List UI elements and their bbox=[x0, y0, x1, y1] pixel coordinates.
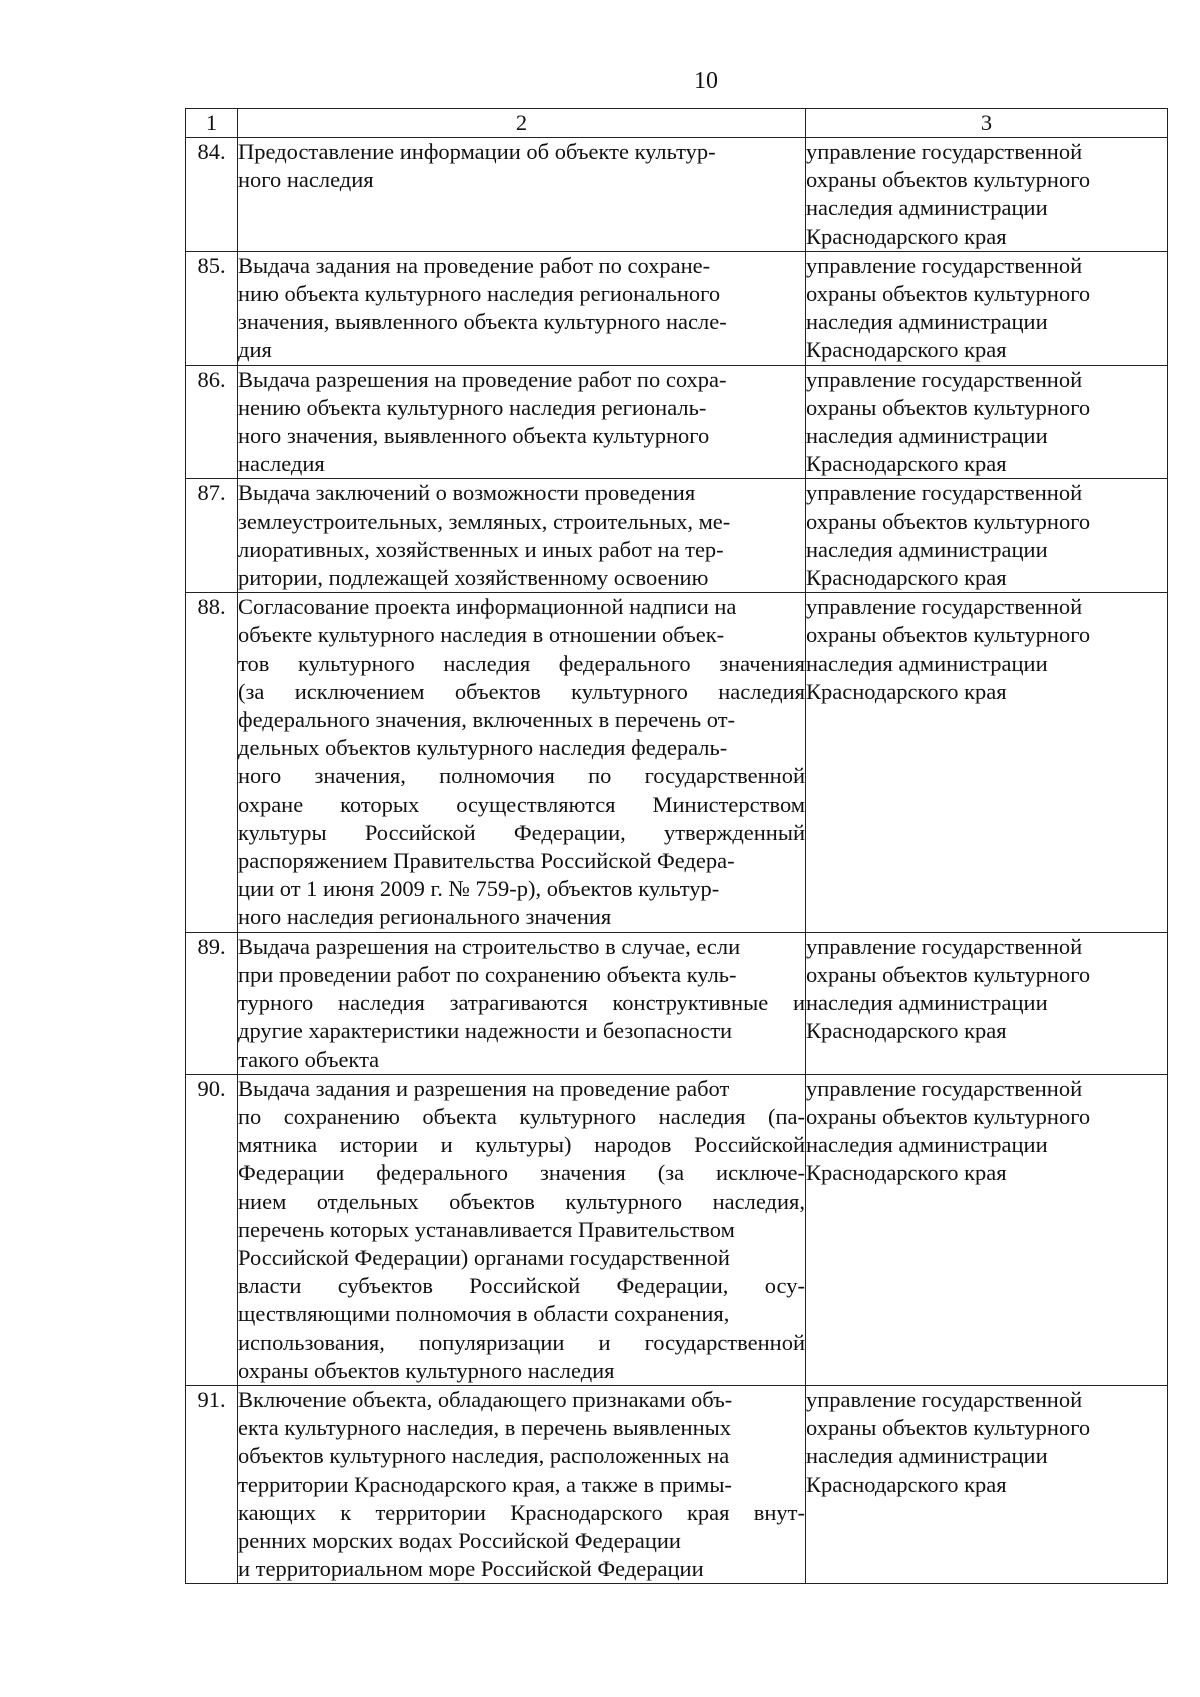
page-number: 10 bbox=[694, 68, 718, 94]
service-line: ного наследия регионального значения bbox=[238, 904, 612, 930]
table-row bbox=[186, 932, 1168, 1074]
service-line: охране которых осуществляются Министерством bbox=[238, 791, 805, 817]
service-line: объектов культурного наследия, расположенных на bbox=[238, 1443, 730, 1469]
service-line: екта культурного наследия, в перечень выявленных bbox=[238, 1415, 732, 1441]
department-line: Краснодарского края bbox=[806, 337, 1007, 363]
service-line: кающих к территории Краснодарского края внут- bbox=[238, 1499, 805, 1525]
department-line: охраны объектов культурного bbox=[806, 622, 1091, 648]
row-number: 84. bbox=[186, 138, 238, 252]
service-line: нению объекта культурного наследия региональ- bbox=[238, 394, 707, 420]
department-line: Краснодарского края bbox=[806, 565, 1007, 591]
service-line: охраны объектов культурного наследия bbox=[238, 1357, 615, 1383]
table-row bbox=[186, 593, 1168, 932]
department-line: охраны объектов культурного bbox=[806, 961, 1091, 987]
service-line: Федерации федерального значения (за исключе- bbox=[238, 1160, 805, 1186]
service-line: распоряжением Правительства Российской Федера- bbox=[238, 848, 735, 874]
service-line: ритории, подлежащей хозяйственному освоению bbox=[238, 565, 709, 591]
row-number: 85. bbox=[186, 251, 238, 365]
service-line: использования, популяризации и государственной bbox=[238, 1329, 805, 1355]
service-line: по сохранению объекта культурного наследия (па- bbox=[238, 1103, 805, 1129]
table-row bbox=[186, 138, 1168, 252]
service-line: ного значения, выявленного объекта культурного bbox=[238, 423, 710, 449]
department-cell bbox=[806, 1074, 1168, 1385]
department-line: управление государственной bbox=[806, 1386, 1083, 1412]
service-cell bbox=[238, 932, 806, 1074]
service-line: ного значения, полномочия по государственной bbox=[238, 763, 805, 789]
service-line: (за исключением объектов культурного наследия bbox=[238, 678, 805, 704]
department-line: управление государственной bbox=[806, 1075, 1083, 1101]
column-header-number: 1 bbox=[186, 109, 238, 138]
services-table bbox=[185, 108, 1168, 1584]
department-line: охраны объектов культурного bbox=[806, 281, 1091, 307]
row-number: 87. bbox=[186, 479, 238, 593]
department-line: Краснодарского края bbox=[806, 451, 1007, 477]
department-line: управление государственной bbox=[806, 594, 1083, 620]
service-line: землеустроительных, земляных, строительных, ме- bbox=[238, 508, 731, 534]
department-line: Краснодарского края bbox=[806, 678, 1007, 704]
department-line: наследия администрации bbox=[806, 309, 1048, 335]
service-line: Согласование проекта информационной надписи на bbox=[238, 594, 737, 620]
service-line: ного наследия bbox=[238, 167, 374, 193]
department-line: охраны объектов культурного bbox=[806, 394, 1091, 420]
service-line: дия bbox=[238, 337, 272, 363]
department-line: управление государственной bbox=[806, 252, 1083, 278]
table-row bbox=[186, 1385, 1168, 1583]
department-cell bbox=[806, 479, 1168, 593]
service-line: Выдача задания и разрешения на проведение работ bbox=[238, 1075, 730, 1101]
department-line: управление государственной bbox=[806, 933, 1083, 959]
department-cell bbox=[806, 138, 1168, 252]
service-line: наследия bbox=[238, 451, 325, 477]
department-line: наследия администрации bbox=[806, 1443, 1048, 1469]
column-header-department: 3 bbox=[806, 109, 1168, 138]
service-line: нием отдельных объектов культурного наследия, bbox=[238, 1188, 805, 1214]
column-header-service: 2 bbox=[238, 109, 806, 138]
service-line: турного наследия затрагиваются конструктивные и bbox=[238, 990, 805, 1016]
table-header-row bbox=[186, 109, 1168, 138]
service-line: другие характеристики надежности и безопасности bbox=[238, 1018, 733, 1044]
row-number: 86. bbox=[186, 365, 238, 479]
service-cell bbox=[238, 365, 806, 479]
service-line: и территориальном море Российской Федерации bbox=[238, 1556, 704, 1582]
service-line: ществляющими полномочия в области сохранения, bbox=[238, 1301, 730, 1327]
service-line: при проведении работ по сохранению объекта куль- bbox=[238, 961, 737, 987]
department-line: Краснодарского края bbox=[806, 1471, 1007, 1497]
row-number: 88. bbox=[186, 593, 238, 932]
department-line: Краснодарского края bbox=[806, 1160, 1007, 1186]
service-line: власти субъектов Российской Федерации, осу- bbox=[238, 1273, 805, 1299]
department-cell bbox=[806, 365, 1168, 479]
service-line: Включение объекта, обладающего признаками объ- bbox=[238, 1386, 733, 1412]
row-number: 89. bbox=[186, 932, 238, 1074]
service-line: Выдача разрешения на строительство в случае, если bbox=[238, 933, 741, 959]
table-row bbox=[186, 1074, 1168, 1385]
table-row bbox=[186, 365, 1168, 479]
service-cell bbox=[238, 138, 806, 252]
department-line: охраны объектов культурного bbox=[806, 167, 1091, 193]
service-cell bbox=[238, 1074, 806, 1385]
department-line: охраны объектов культурного bbox=[806, 508, 1091, 534]
department-line: наследия администрации bbox=[806, 195, 1048, 221]
department-line: управление государственной bbox=[806, 139, 1083, 164]
department-line: наследия администрации bbox=[806, 990, 1048, 1016]
service-line: ренних морских водах Российской Федерации bbox=[238, 1527, 681, 1553]
service-line: нию объекта культурного наследия регионального bbox=[238, 281, 721, 307]
department-cell bbox=[806, 251, 1168, 365]
service-line: лиоративных, хозяйственных и иных работ на тер- bbox=[238, 536, 724, 562]
service-line: перечень которых устанавливается Правительством bbox=[238, 1216, 735, 1242]
service-line: Российской Федерации) органами государственной bbox=[238, 1244, 730, 1270]
department-line: наследия администрации bbox=[806, 650, 1048, 676]
service-line: объекте культурного наследия в отношении объек- bbox=[238, 622, 725, 648]
service-line: такого объекта bbox=[238, 1046, 380, 1072]
department-line: охраны объектов культурного bbox=[806, 1415, 1091, 1441]
department-cell bbox=[806, 932, 1168, 1074]
service-cell bbox=[238, 251, 806, 365]
service-line: Предоставление информации об объекте культур- bbox=[238, 139, 716, 164]
row-number: 90. bbox=[186, 1074, 238, 1385]
department-line: охраны объектов культурного bbox=[806, 1103, 1091, 1129]
department-line: управление государственной bbox=[806, 480, 1083, 506]
department-line: наследия администрации bbox=[806, 423, 1048, 449]
row-number: 91. bbox=[186, 1385, 238, 1583]
service-line: федерального значения, включенных в перечень от- bbox=[238, 707, 736, 733]
service-cell bbox=[238, 1385, 806, 1583]
department-line: Краснодарского края bbox=[806, 1018, 1007, 1044]
table-row bbox=[186, 479, 1168, 593]
service-cell bbox=[238, 479, 806, 593]
department-cell bbox=[806, 1385, 1168, 1583]
service-line: Выдача разрешения на проведение работ по сохра- bbox=[238, 366, 727, 392]
service-line: Выдача заключений о возможности проведения bbox=[238, 480, 696, 506]
service-line: территории Краснодарского края, а также в примы- bbox=[238, 1471, 732, 1497]
service-cell bbox=[238, 593, 806, 932]
table-row bbox=[186, 251, 1168, 365]
department-line: наследия администрации bbox=[806, 1132, 1048, 1158]
service-line: тов культурного наследия федерального значения bbox=[238, 650, 805, 676]
service-line: культуры Российской Федерации, утвержденный bbox=[238, 819, 805, 845]
service-line: значения, выявленного объекта культурного насле- bbox=[238, 309, 727, 335]
department-line: Краснодарского края bbox=[806, 223, 1007, 249]
service-line: ции от 1 июня 2009 г. № 759-р), объектов культур- bbox=[238, 876, 720, 902]
service-line: Выдача задания на проведение работ по сохране- bbox=[238, 252, 711, 278]
department-line: управление государственной bbox=[806, 366, 1083, 392]
service-line: дельных объектов культурного наследия федераль- bbox=[238, 735, 728, 761]
service-line: мятника истории и культуры) народов Российской bbox=[238, 1132, 805, 1158]
department-cell bbox=[806, 593, 1168, 932]
department-line: наследия администрации bbox=[806, 536, 1048, 562]
